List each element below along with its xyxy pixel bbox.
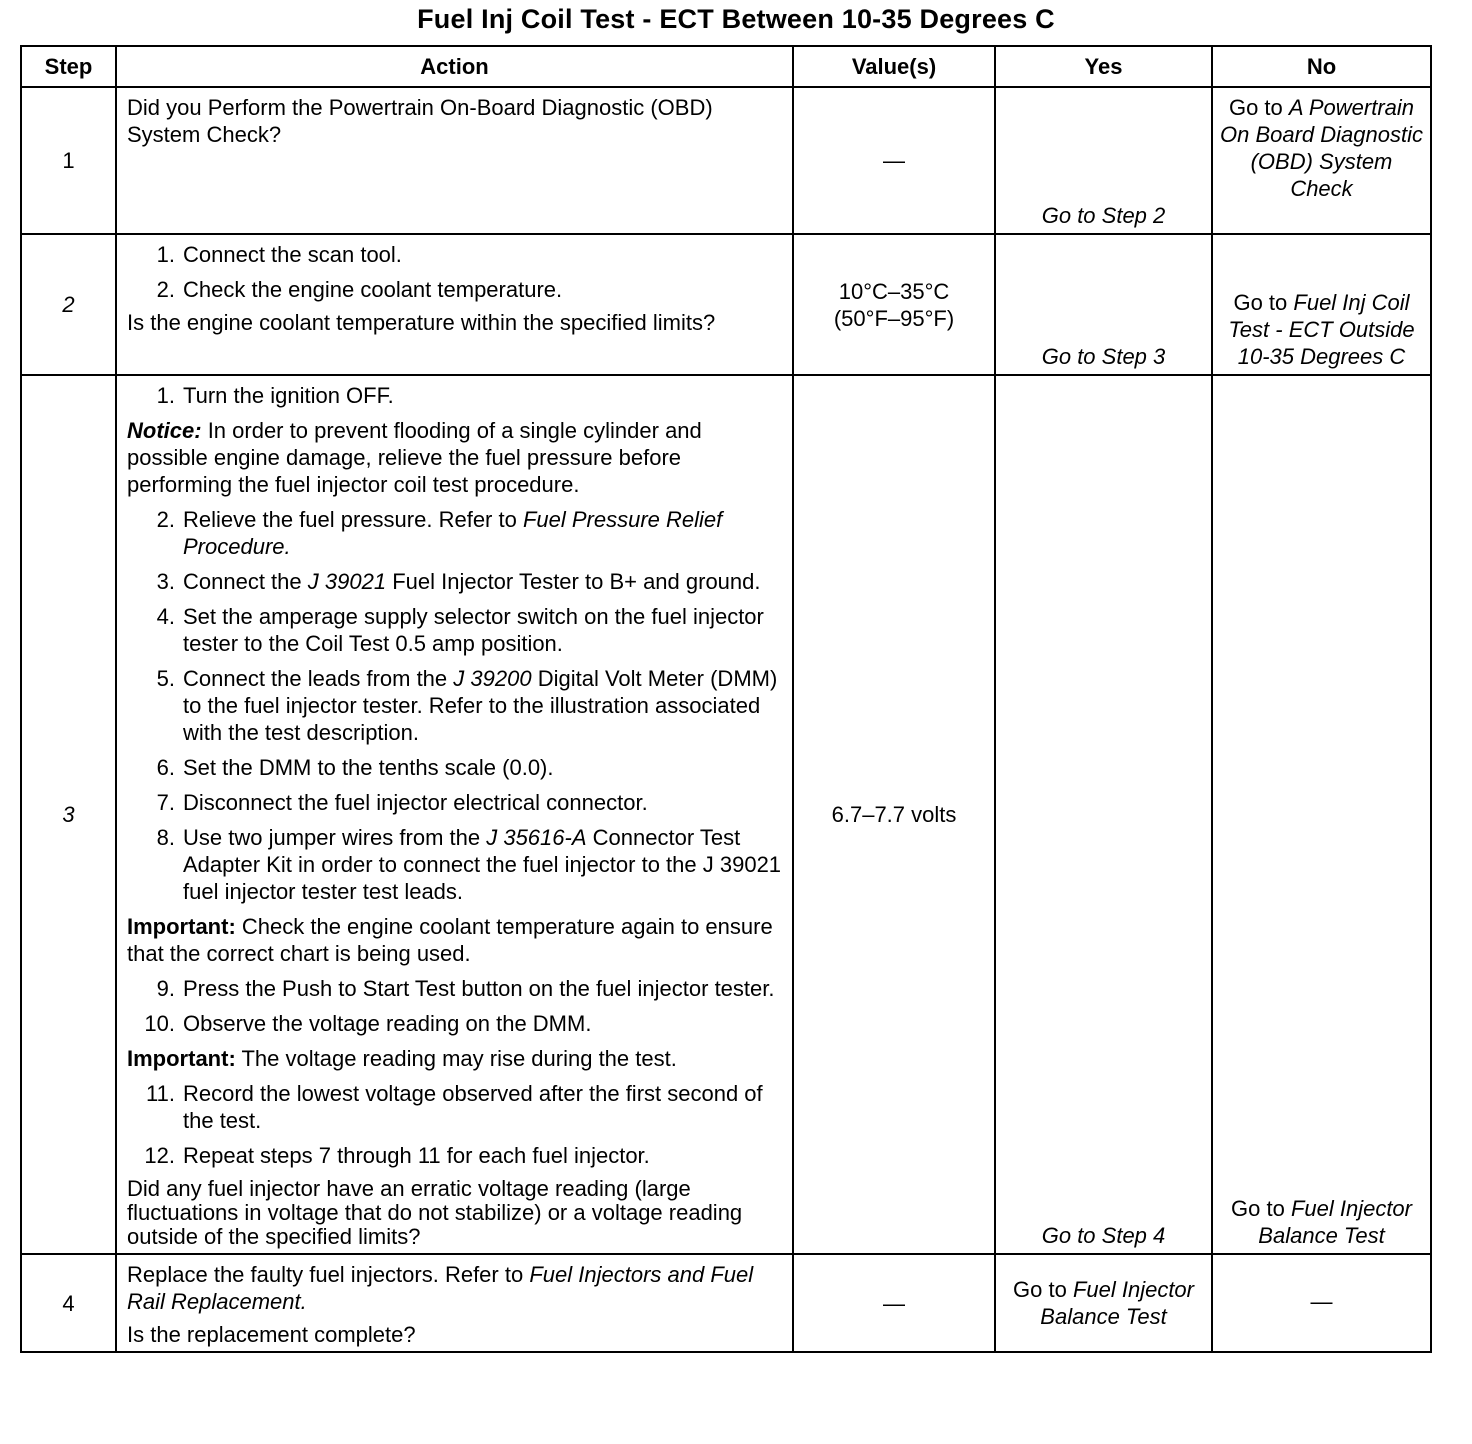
action-question: Is the replacement complete? bbox=[127, 1322, 416, 1347]
table-row bbox=[21, 87, 1431, 234]
list-item: 8. Use two jumper wires from the J 35616-A Connector Test Adapter Kit in order to connect the fuel injector to the J 39021 fuel injector tester test leads. bbox=[156, 825, 782, 904]
step-number: 4 bbox=[21, 1254, 116, 1352]
no-goto: Go to bbox=[1228, 95, 1283, 120]
no-cell bbox=[1212, 87, 1431, 234]
action-instruction: Replace the faulty fuel injectors. Refer to Fuel Injectors and Fuel Rail Replacement. bbox=[127, 1262, 754, 1314]
no-link[interactable]: Fuel Inj Coil Test - ECT Outside 10-35 Degrees C bbox=[1228, 290, 1415, 369]
value-cell bbox=[793, 234, 995, 375]
step-number: 3 bbox=[21, 375, 116, 1254]
list-item: 1. Turn the ignition OFF. bbox=[156, 383, 394, 408]
action-cell bbox=[116, 234, 793, 375]
list-item: 6. Set the DMM to the tenths scale (0.0). bbox=[156, 755, 554, 780]
action-cell bbox=[116, 375, 793, 1254]
action-question: Did you Perform the Powertrain On-Board Diagnostic (OBD) System Check? bbox=[127, 95, 713, 147]
procedure-link[interactable]: Fuel Pressure Relief Procedure bbox=[183, 507, 723, 559]
procedure-link[interactable]: Fuel Injectors and Fuel Rail Replacement bbox=[127, 1262, 754, 1314]
list-item: 4. Set the amperage supply selector switch on the fuel injector tester to the Coil Test 0.5 amp position. bbox=[156, 604, 764, 656]
table-row bbox=[21, 234, 1431, 375]
list-item: 1. Connect the scan tool. bbox=[156, 242, 402, 267]
value-cell: — bbox=[793, 87, 995, 234]
value-cell: — bbox=[793, 1254, 995, 1352]
step-list bbox=[127, 506, 784, 905]
no-link[interactable]: A Powertrain On Board Diagnostic (OBD) System Check bbox=[1220, 95, 1423, 201]
value-line: (50°F–95°F) bbox=[833, 305, 955, 331]
header-no: No bbox=[1212, 46, 1431, 87]
yes-link[interactable]: Fuel Injector Balance Test bbox=[1040, 1277, 1194, 1329]
action-cell bbox=[116, 87, 793, 234]
list-item: 2. Check the engine coolant temperature. bbox=[156, 277, 563, 302]
header-action: Action bbox=[116, 46, 793, 87]
important-note: Important: The voltage reading may rise during the test. bbox=[127, 1046, 677, 1071]
header-step: Step bbox=[21, 46, 116, 87]
list-item: 12. Repeat steps 7 through 11 for each fuel injector. bbox=[144, 1143, 650, 1168]
no-cell bbox=[1212, 375, 1431, 1254]
step-list bbox=[127, 241, 784, 303]
no-cell bbox=[1212, 234, 1431, 375]
table-row bbox=[21, 1254, 1431, 1352]
value-cell: 6.7–7.7 volts bbox=[793, 375, 995, 1254]
list-item: 10. Observe the voltage reading on the DMM. bbox=[144, 1011, 592, 1036]
action-question: Is the engine coolant temperature within the specified limits? bbox=[127, 310, 716, 335]
page-title: Fuel Inj Coil Test - ECT Between 10-35 Degrees C bbox=[417, 4, 1055, 34]
action-question: Did any fuel injector have an erratic voltage reading (large fluctuations in voltage that do not stabilize) or a voltage reading outside of the specified limits? bbox=[127, 1176, 743, 1249]
yes-goto: Go to bbox=[1013, 1277, 1067, 1302]
step-list bbox=[127, 382, 784, 409]
step-number: 1 bbox=[21, 87, 116, 234]
list-item: 9. Press the Push to Start Test button on the fuel injector tester. bbox=[156, 976, 775, 1001]
important-note: Important: Check the engine coolant temperature again to ensure that the correct chart is being used. bbox=[127, 914, 773, 966]
list-item: 3. Connect the J 39021 Fuel Injector Tester to B+ and ground. bbox=[156, 569, 761, 594]
yes-cell bbox=[995, 1254, 1212, 1352]
list-item: 7. Disconnect the fuel injector electrical connector. bbox=[156, 790, 648, 815]
yes-cell bbox=[995, 87, 1212, 234]
yes-cell bbox=[995, 375, 1212, 1254]
list-item: 5. Connect the leads from the J 39200 Digital Volt Meter (DMM) to the fuel injector tester. Refer to the illustration associated with the test description. bbox=[156, 666, 778, 745]
yes-link[interactable]: Go to Step 2 bbox=[1041, 203, 1166, 228]
header-values: Value(s) bbox=[793, 46, 995, 87]
step-list bbox=[127, 975, 784, 1037]
notice: Notice: In order to prevent flooding of a single cylinder and possible engine damage, relieve the fuel pressure before performing the fuel injector coil test procedure. bbox=[127, 418, 702, 497]
no-goto: Go to bbox=[1233, 290, 1288, 315]
yes-link[interactable]: Go to Step 3 bbox=[1041, 344, 1166, 369]
no-link[interactable]: Fuel Injector Balance Test bbox=[1258, 1196, 1412, 1248]
action-cell bbox=[116, 1254, 793, 1352]
step-number: 2 bbox=[21, 234, 116, 375]
value-line: 10°C–35°C bbox=[838, 278, 950, 304]
header-row bbox=[21, 46, 1431, 87]
yes-link[interactable]: Go to Step 4 bbox=[1041, 1223, 1166, 1248]
list-item: 2. Relieve the fuel pressure. Refer to Fuel Pressure Relief Procedure. bbox=[156, 507, 723, 559]
no-goto: Go to bbox=[1231, 1196, 1285, 1221]
yes-cell bbox=[995, 234, 1212, 375]
no-cell: — bbox=[1212, 1254, 1431, 1352]
list-item: 11. Record the lowest voltage observed after the first second of the test. bbox=[146, 1081, 763, 1133]
table-row bbox=[21, 375, 1431, 1254]
step-list bbox=[127, 1080, 784, 1169]
header-yes: Yes bbox=[995, 46, 1212, 87]
diagnostic-table bbox=[20, 45, 1432, 1353]
